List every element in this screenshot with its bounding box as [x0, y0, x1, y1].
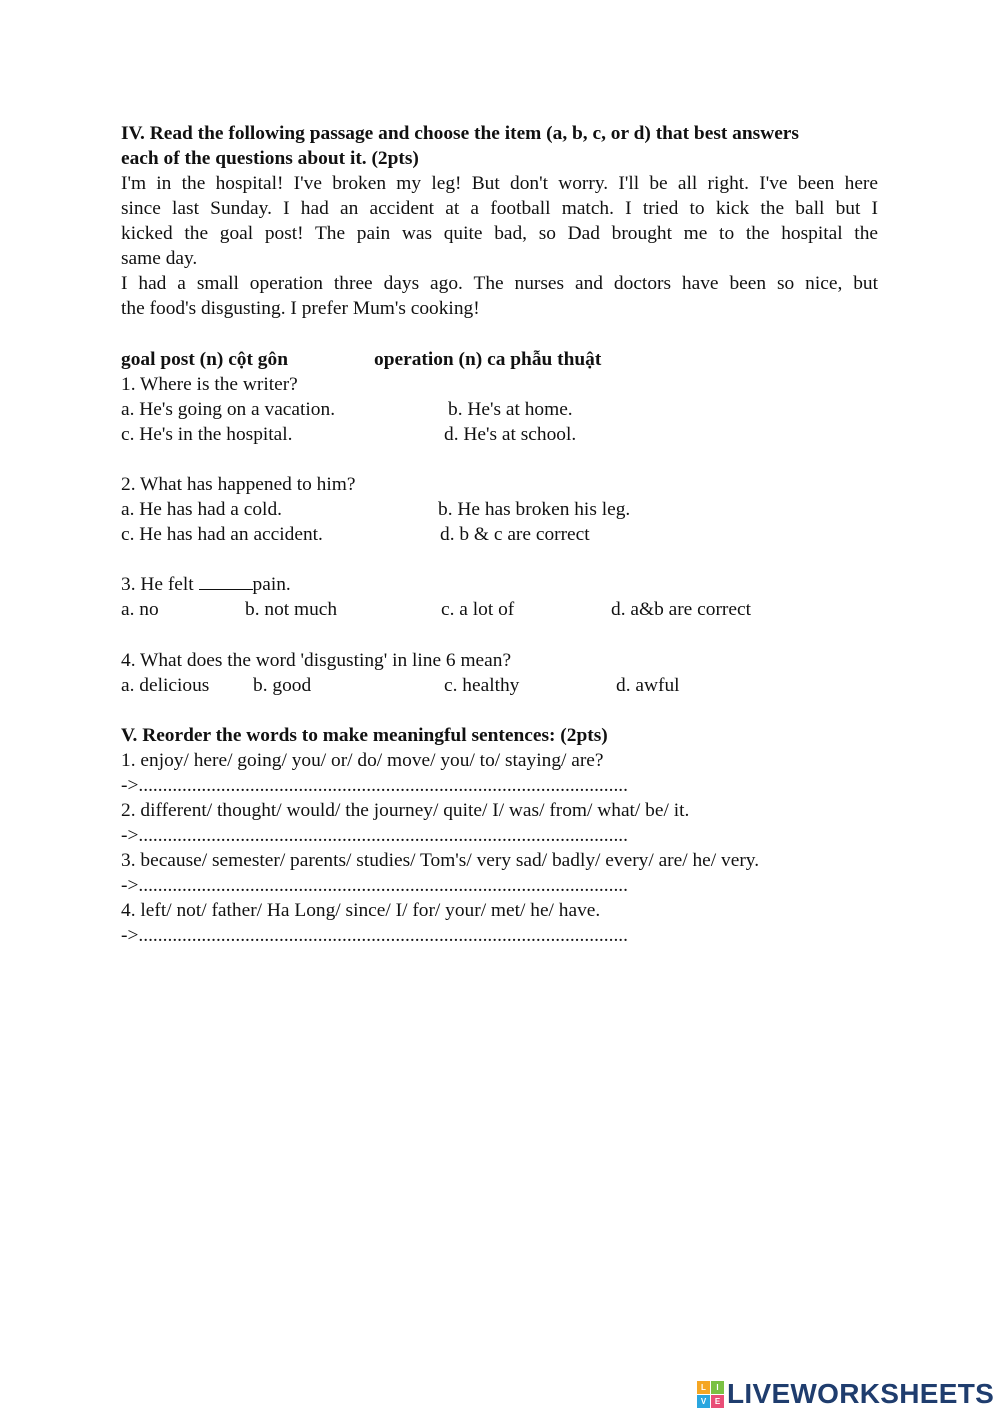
question-4: 4. What does the word 'disgusting' in line 6 mean? — [121, 650, 512, 671]
q1-option-d[interactable]: d. He's at school. — [444, 424, 577, 445]
passage-line: kicked the goal post! The pain was quite bad, so Dad brought me to the hospital the — [121, 223, 878, 244]
question-1: 1. Where is the writer? — [121, 374, 298, 395]
question-3-text-after: pain. — [252, 574, 291, 595]
q3-option-b[interactable]: b. not much — [245, 599, 338, 620]
glossary-goal-post: goal post (n) cột gôn — [121, 349, 288, 370]
passage-line: I'm in the hospital! I've broken my leg! But don't worry. I'll be all right. I've been here — [121, 173, 878, 194]
logo-mark-letter: E — [711, 1395, 724, 1408]
logo-mark-letter: L — [697, 1381, 710, 1394]
q1-option-a[interactable]: a. He's going on a vacation. — [121, 399, 336, 420]
reorder-prompt-2: 2. different/ thought/ would/ the journey/ quite/ I/ was/ from/ what/ be/ it. — [121, 800, 690, 821]
reorder-prompt-3: 3. because/ semester/ parents/ studies/ Tom's/ very sad/ badly/ every/ are/ he/ very. — [121, 850, 760, 871]
reorder-answer-line-3[interactable]: ->..................................................................................................... — [121, 875, 629, 896]
logo-mark-letter: I — [711, 1381, 724, 1394]
q4-option-c[interactable]: c. healthy — [444, 675, 520, 696]
section-5-title: V. Reorder the words to make meaningful sentences: (2pts) — [121, 725, 608, 746]
q2-option-a[interactable]: a. He has had a cold. — [121, 499, 282, 520]
question-3-blank[interactable] — [199, 573, 253, 590]
passage-line: since last Sunday. I had an accident at a football match. I tried to kick the ball but I — [121, 198, 878, 219]
passage-line: the food's disgusting. I prefer Mum's cooking! — [121, 298, 480, 319]
passage-line: I had a small operation three days ago. The nurses and doctors have been so nice, but — [121, 273, 878, 294]
q3-option-c[interactable]: c. a lot of — [441, 599, 515, 620]
liveworksheets-logo — [697, 1378, 994, 1410]
q2-option-d[interactable]: d. b & c are correct — [440, 524, 590, 545]
q2-option-b[interactable]: b. He has broken his leg. — [438, 499, 631, 520]
question-2: 2. What has happened to him? — [121, 474, 356, 495]
q4-option-b[interactable]: b. good — [253, 675, 312, 696]
glossary-operation: operation (n) ca phẫu thuật — [374, 349, 602, 370]
section-4-title-line-1: IV. Read the following passage and choose the item (a, b, c, or d) that best answers — [121, 123, 799, 144]
q1-option-b[interactable]: b. He's at home. — [448, 399, 573, 420]
section-4-title-line-2: each of the questions about it. (2pts) — [121, 148, 419, 169]
question-3 — [121, 572, 291, 597]
logo-text: LIVEWORKSHEETS — [727, 1378, 995, 1409]
reorder-answer-line-1[interactable]: ->..................................................................................................... — [121, 775, 629, 796]
question-3-text-before: 3. He felt — [121, 574, 199, 595]
q4-option-d[interactable]: d. awful — [616, 675, 680, 696]
q2-option-c[interactable]: c. He has had an accident. — [121, 524, 323, 545]
logo-mark-icon — [697, 1381, 724, 1408]
q3-option-a[interactable]: a. no — [121, 599, 159, 620]
reorder-prompt-1: 1. enjoy/ here/ going/ you/ or/ do/ move/ you/ to/ staying/ are? — [121, 750, 604, 771]
reorder-answer-line-2[interactable]: ->..................................................................................................... — [121, 825, 629, 846]
passage-line: same day. — [121, 248, 198, 269]
q1-option-c[interactable]: c. He's in the hospital. — [121, 424, 293, 445]
reorder-answer-line-4[interactable]: ->..................................................................................................... — [121, 925, 629, 946]
q3-option-d[interactable]: d. a&b are correct — [611, 599, 751, 620]
reorder-prompt-4: 4. left/ not/ father/ Ha Long/ since/ I/ for/ your/ met/ he/ have. — [121, 900, 601, 921]
q4-option-a[interactable]: a. delicious — [121, 675, 210, 696]
logo-mark-letter: V — [697, 1395, 710, 1408]
